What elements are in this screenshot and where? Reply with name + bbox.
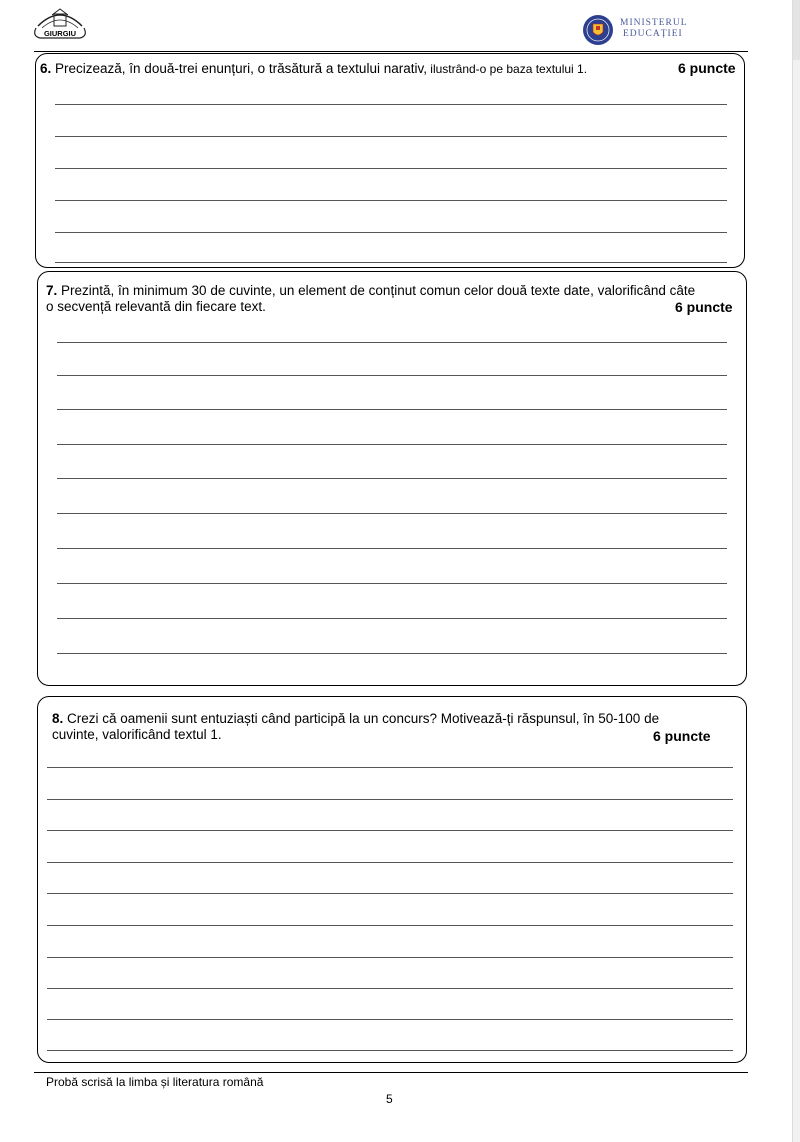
question-8-prompt-line-2: cuvinte, valorificând textul 1. [52,727,222,742]
answer-line[interactable] [47,799,733,800]
answer-line[interactable] [55,136,727,137]
answer-line[interactable] [47,925,733,926]
answer-line[interactable] [55,262,727,263]
answer-line[interactable] [47,862,733,863]
answer-line[interactable] [47,767,733,768]
question-7-text [46,283,695,315]
question-6-number: 6. [40,61,52,76]
answer-line[interactable] [57,444,727,445]
question-7-prompt-line-2: o secvență relevantă din fiecare text. [46,299,266,314]
footer-divider [34,1072,748,1073]
answer-line[interactable] [47,1050,733,1051]
scrollbar[interactable] [792,0,800,1142]
question-6-box [35,53,745,268]
page-number: 5 [386,1092,393,1106]
question-8-text [52,711,659,743]
question-7-number: 7. [46,283,58,298]
answer-line[interactable] [47,988,733,989]
answer-line[interactable] [47,830,733,831]
answer-line[interactable] [57,478,727,479]
header-divider [34,51,748,52]
answer-line[interactable] [57,548,727,549]
answer-line[interactable] [57,583,727,584]
answer-line[interactable] [57,513,727,514]
answer-line[interactable] [57,375,727,376]
question-6-text [40,61,587,77]
answer-line[interactable] [47,957,733,958]
ministry-name [620,18,688,40]
answer-line[interactable] [55,104,727,105]
ministry-crest-icon [580,14,616,46]
logo-caption: GIURGIU [43,29,77,38]
question-6-prompt-small: ilustrând-o pe baza textului 1. [426,62,588,76]
question-6-points: 6 puncte [678,60,736,76]
school-inspectorate-logo [30,6,90,44]
answer-line[interactable] [47,1019,733,1020]
question-8-number: 8. [52,711,64,726]
question-8-points: 6 puncte [653,728,711,744]
scrollbar-thumb[interactable] [793,0,800,60]
question-8-prompt-line-1: Crezi că oamenii sunt entuziaști când participă la un concurs? Motivează-ți răspunsul, în 50-100 de [63,711,660,726]
question-8-box [37,696,747,1063]
answer-line[interactable] [57,618,727,619]
answer-line[interactable] [57,342,727,343]
question-7-prompt-line-1: Prezintă, în minimum 30 de cuvinte, un element de conținut comun celor două texte date, valorificând câte [57,283,696,298]
ministry-line-2: EDUCAȚIEI [623,29,683,39]
exam-title: Probă scrisă la limba și literatura română [46,1075,264,1089]
answer-line[interactable] [55,232,727,233]
answer-line[interactable] [57,409,727,410]
answer-line[interactable] [47,893,733,894]
answer-line[interactable] [55,200,727,201]
answer-line[interactable] [55,168,727,169]
ministry-line-1: MINISTERUL [620,18,688,28]
answer-line[interactable] [57,653,727,654]
question-7-points: 6 puncte [675,299,733,315]
question-6-prompt: Precizează, în două-trei enunțuri, o trăsătură a textului narativ, [51,61,427,76]
